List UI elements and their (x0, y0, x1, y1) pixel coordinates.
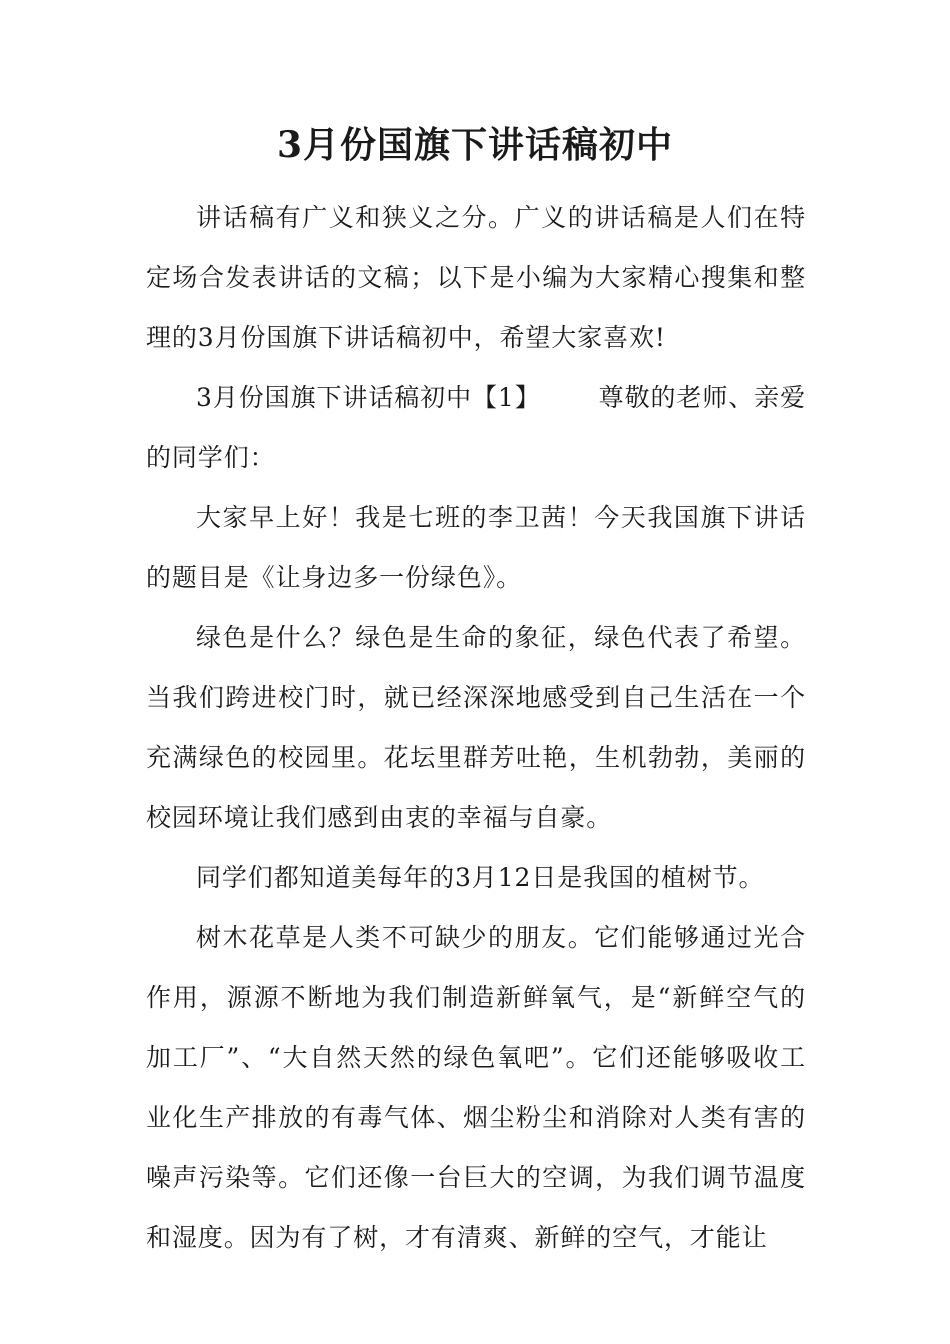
section-heading: 3月份国旗下讲话稿初中【1】 (196, 383, 541, 412)
salutation: 尊敬的老师、亲爱的同学们： (146, 383, 806, 472)
document-title: 3月份国旗下讲话稿初中 (276, 124, 674, 166)
body-paragraph: 绿色是什么？绿色是生命的象征，绿色代表了希望。当我们跨进校门时，就已经深深地感受到自己生活在一个充满绿色的校园里。花坛里群芳吐艳，生机勃勃，美丽的校园环境让我们感到由衷的幸福与自豪。 (146, 623, 806, 832)
section-heading-paragraph (146, 368, 806, 488)
body-paragraph: 树木花草是人类不可缺少的朋友。它们能够通过光合作用，源源不断地为我们制造新鲜氧气，是“新鲜空气的加工厂”、“大自然天然的绿色氧吧”。它们还能够吸收工业化生产排放的有毒气体、烟尘粉尘和消除对人类有害的噪声污染等。它们还像一台巨大的空调，为我们调节温度和湿度。因为有了树，才有清爽、新鲜的空气，才能让 (146, 923, 806, 1252)
body-paragraph: 同学们都知道美每年的3月12日是我国的植树节。 (196, 863, 765, 892)
intro-paragraph: 讲话稿有广义和狭义之分。广义的讲话稿是人们在特定场合发表讲话的文稿；以下是小编为大家精心搜集和整理的3月份国旗下讲话稿初中，希望大家喜欢! (146, 203, 806, 352)
document-body (146, 188, 806, 1268)
body-paragraph: 大家早上好！我是七班的李卫茜！今天我国旗下讲话的题目是《让身边多一份绿色》。 (146, 503, 806, 592)
